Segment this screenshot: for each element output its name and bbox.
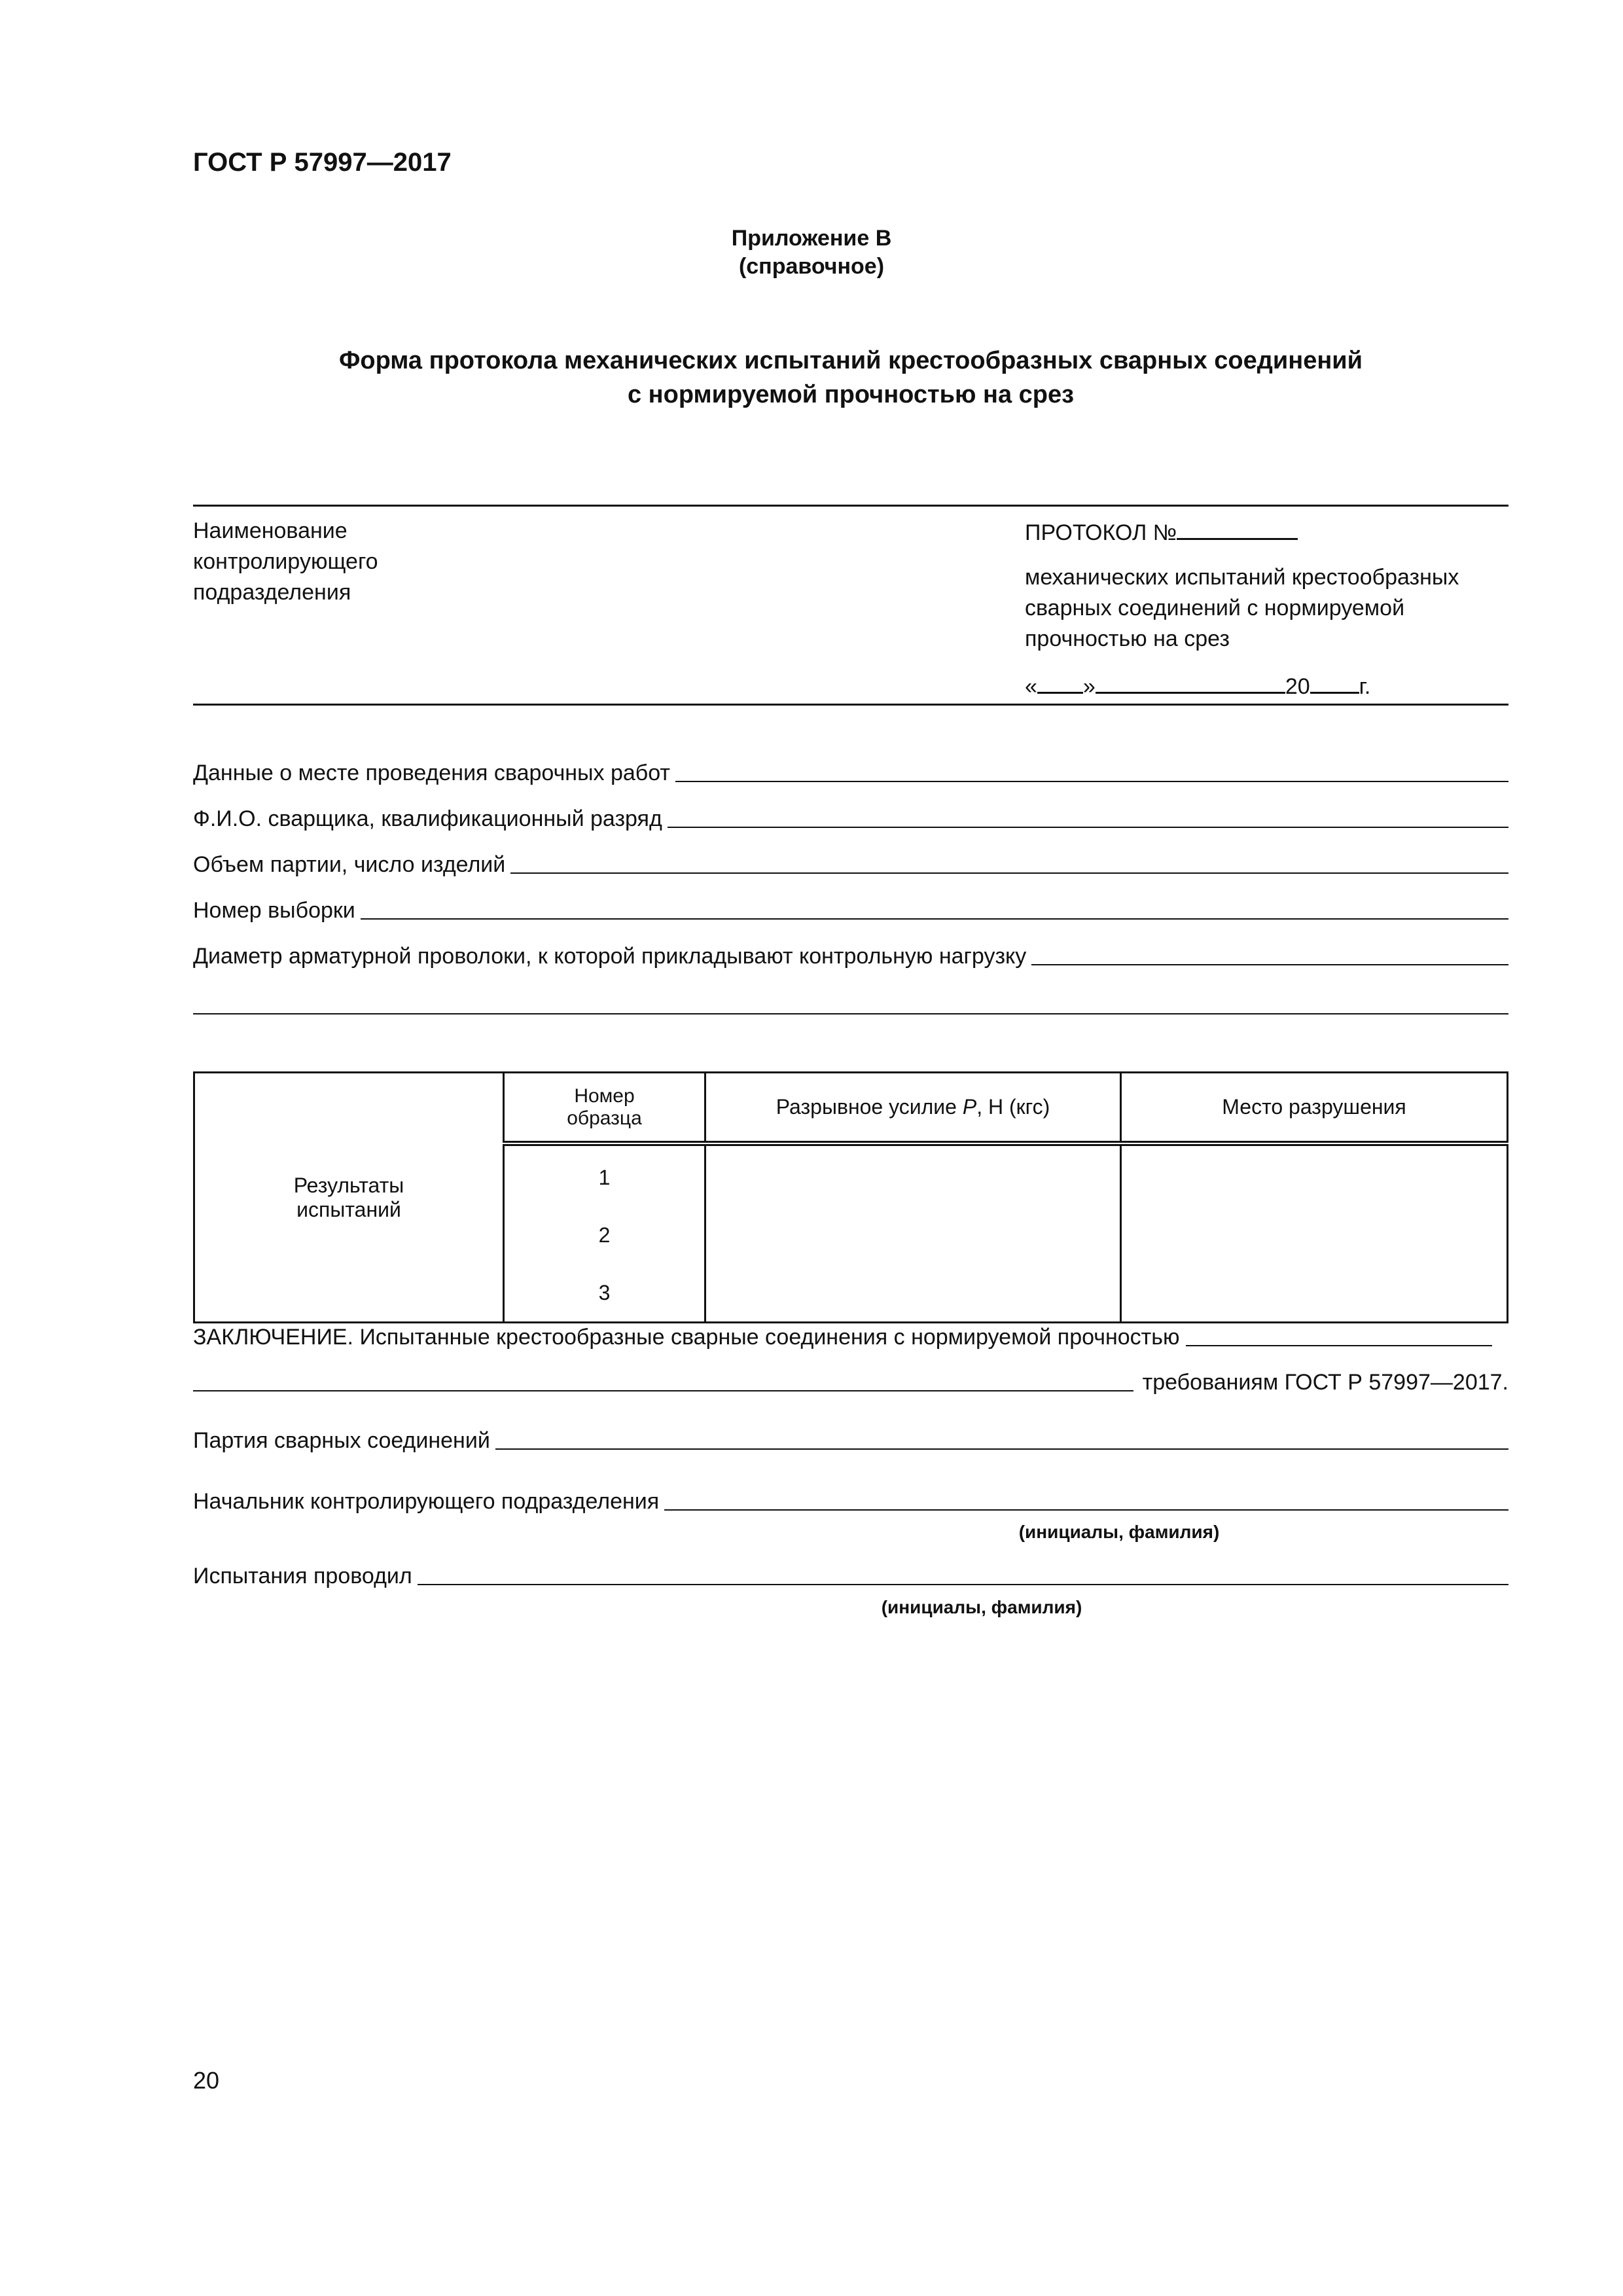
col-header-breaking-force — [705, 1073, 1121, 1144]
conclusion-line[interactable] — [1186, 1345, 1492, 1346]
field-label: Диаметр арматурной проволоки, к которой прикладывают контрольную нагрузку — [193, 944, 1027, 969]
org-label-line: подразделения — [193, 580, 351, 605]
conclusion-line[interactable] — [193, 1390, 1133, 1391]
failure-place-cell[interactable] — [1121, 1143, 1508, 1323]
sample-numbers-cell — [504, 1143, 705, 1323]
field-line[interactable] — [510, 872, 1508, 874]
date-month-field[interactable] — [1096, 670, 1285, 694]
results-header-row — [194, 1073, 1508, 1144]
col-force-suffix: , Н (кгс) — [976, 1095, 1050, 1119]
date-day-field[interactable] — [1037, 670, 1083, 694]
protocol-description-line: сварных соединений с нормируемой — [1025, 596, 1405, 620]
document-code: ГОСТ Р 57997—2017 — [193, 148, 452, 177]
field-line[interactable] — [668, 827, 1508, 828]
results-row-label — [194, 1073, 504, 1323]
field-welding-location — [193, 761, 1508, 786]
date-open-quote: « — [1025, 674, 1037, 699]
signature-label: Испытания проводил — [193, 1564, 412, 1588]
field-line[interactable] — [675, 781, 1508, 782]
field-line[interactable] — [1031, 964, 1508, 965]
field-label: Номер выборки — [193, 898, 355, 923]
signature-label: Начальник контролирующего подразделения — [193, 1489, 660, 1514]
signature-hint: (инициалы, фамилия) — [881, 1597, 1082, 1617]
appendix-kind: (справочное) — [738, 254, 885, 279]
field-wire-diameter — [193, 944, 1508, 969]
col-header-sample-number — [504, 1073, 705, 1144]
date-close-quote: » — [1082, 674, 1096, 699]
field-batch — [193, 1428, 1508, 1454]
field-sample-number — [193, 898, 1508, 924]
protocol-number-row — [1025, 516, 1522, 548]
protocol-number-label: ПРОТОКОЛ № — [1025, 520, 1177, 545]
sample-number: 1 — [598, 1166, 611, 1189]
signature-tester — [193, 1564, 1508, 1589]
field-label: Данные о месте проведения сварочных работ — [193, 761, 670, 785]
signature-line[interactable] — [664, 1509, 1508, 1511]
field-wire-diameter-continuation-line[interactable] — [193, 1013, 1508, 1014]
org-label-line: Наименование — [193, 518, 348, 543]
col-header-failure-place: Место разрушения — [1121, 1073, 1508, 1144]
signature-head — [193, 1489, 1508, 1515]
results-row-label-line: испытаний — [296, 1197, 401, 1221]
results-table — [193, 1071, 1508, 1323]
org-label — [193, 516, 520, 608]
breaking-force-cell[interactable] — [705, 1143, 1121, 1323]
top-rule — [193, 505, 1508, 507]
protocol-description-line: механических испытаний крестообразных — [1025, 565, 1459, 590]
col-header-line: образца — [567, 1107, 642, 1129]
signature-line[interactable] — [418, 1584, 1508, 1585]
protocol-block — [1025, 516, 1522, 702]
field-welder-name — [193, 806, 1508, 832]
conclusion-text: ЗАКЛЮЧЕНИЕ. Испытанные крестообразные сварные соединения с нормируемой прочностью — [193, 1325, 1180, 1350]
col-force-symbol: P — [962, 1095, 977, 1119]
col-force-prefix: Разрывное усилие — [776, 1095, 963, 1119]
org-label-line: контролирующего — [193, 549, 378, 574]
protocol-date-row — [1025, 670, 1522, 702]
conclusion-row-2 — [193, 1370, 1508, 1395]
page-number: 20 — [193, 2067, 220, 2094]
date-year-field[interactable] — [1310, 670, 1359, 694]
sample-number: 3 — [598, 1281, 611, 1304]
col-header-line: Номер — [574, 1085, 635, 1107]
date-year-prefix: 20 — [1285, 674, 1310, 699]
protocol-description-line: прочностью на срез — [1025, 626, 1230, 651]
field-line[interactable] — [361, 918, 1508, 920]
header-bottom-rule — [193, 704, 1508, 706]
field-label: Партия сварных соединений — [193, 1428, 490, 1453]
results-row-label-line: Результаты — [293, 1173, 404, 1197]
field-label: Объем партии, число изделий — [193, 852, 506, 877]
date-year-suffix: г. — [1359, 674, 1371, 699]
field-batch-volume — [193, 852, 1508, 878]
conclusion-tail: требованиям ГОСТ Р 57997—2017. — [1142, 1370, 1508, 1395]
field-line[interactable] — [495, 1448, 1508, 1450]
conclusion-row-1 — [193, 1325, 1492, 1350]
appendix-title: Приложение В — [731, 226, 892, 251]
sample-number: 2 — [598, 1223, 611, 1247]
form-title-line-1: Форма протокола механических испытаний крестообразных сварных соединений — [338, 347, 1363, 374]
signature-hint: (инициалы, фамилия) — [1018, 1522, 1220, 1542]
protocol-number-field[interactable] — [1177, 516, 1298, 540]
field-label: Ф.И.О. сварщика, квалификационный разряд — [193, 806, 662, 831]
form-title-line-2: с нормируемой прочностью на срез — [627, 381, 1075, 408]
protocol-description — [1025, 562, 1522, 655]
